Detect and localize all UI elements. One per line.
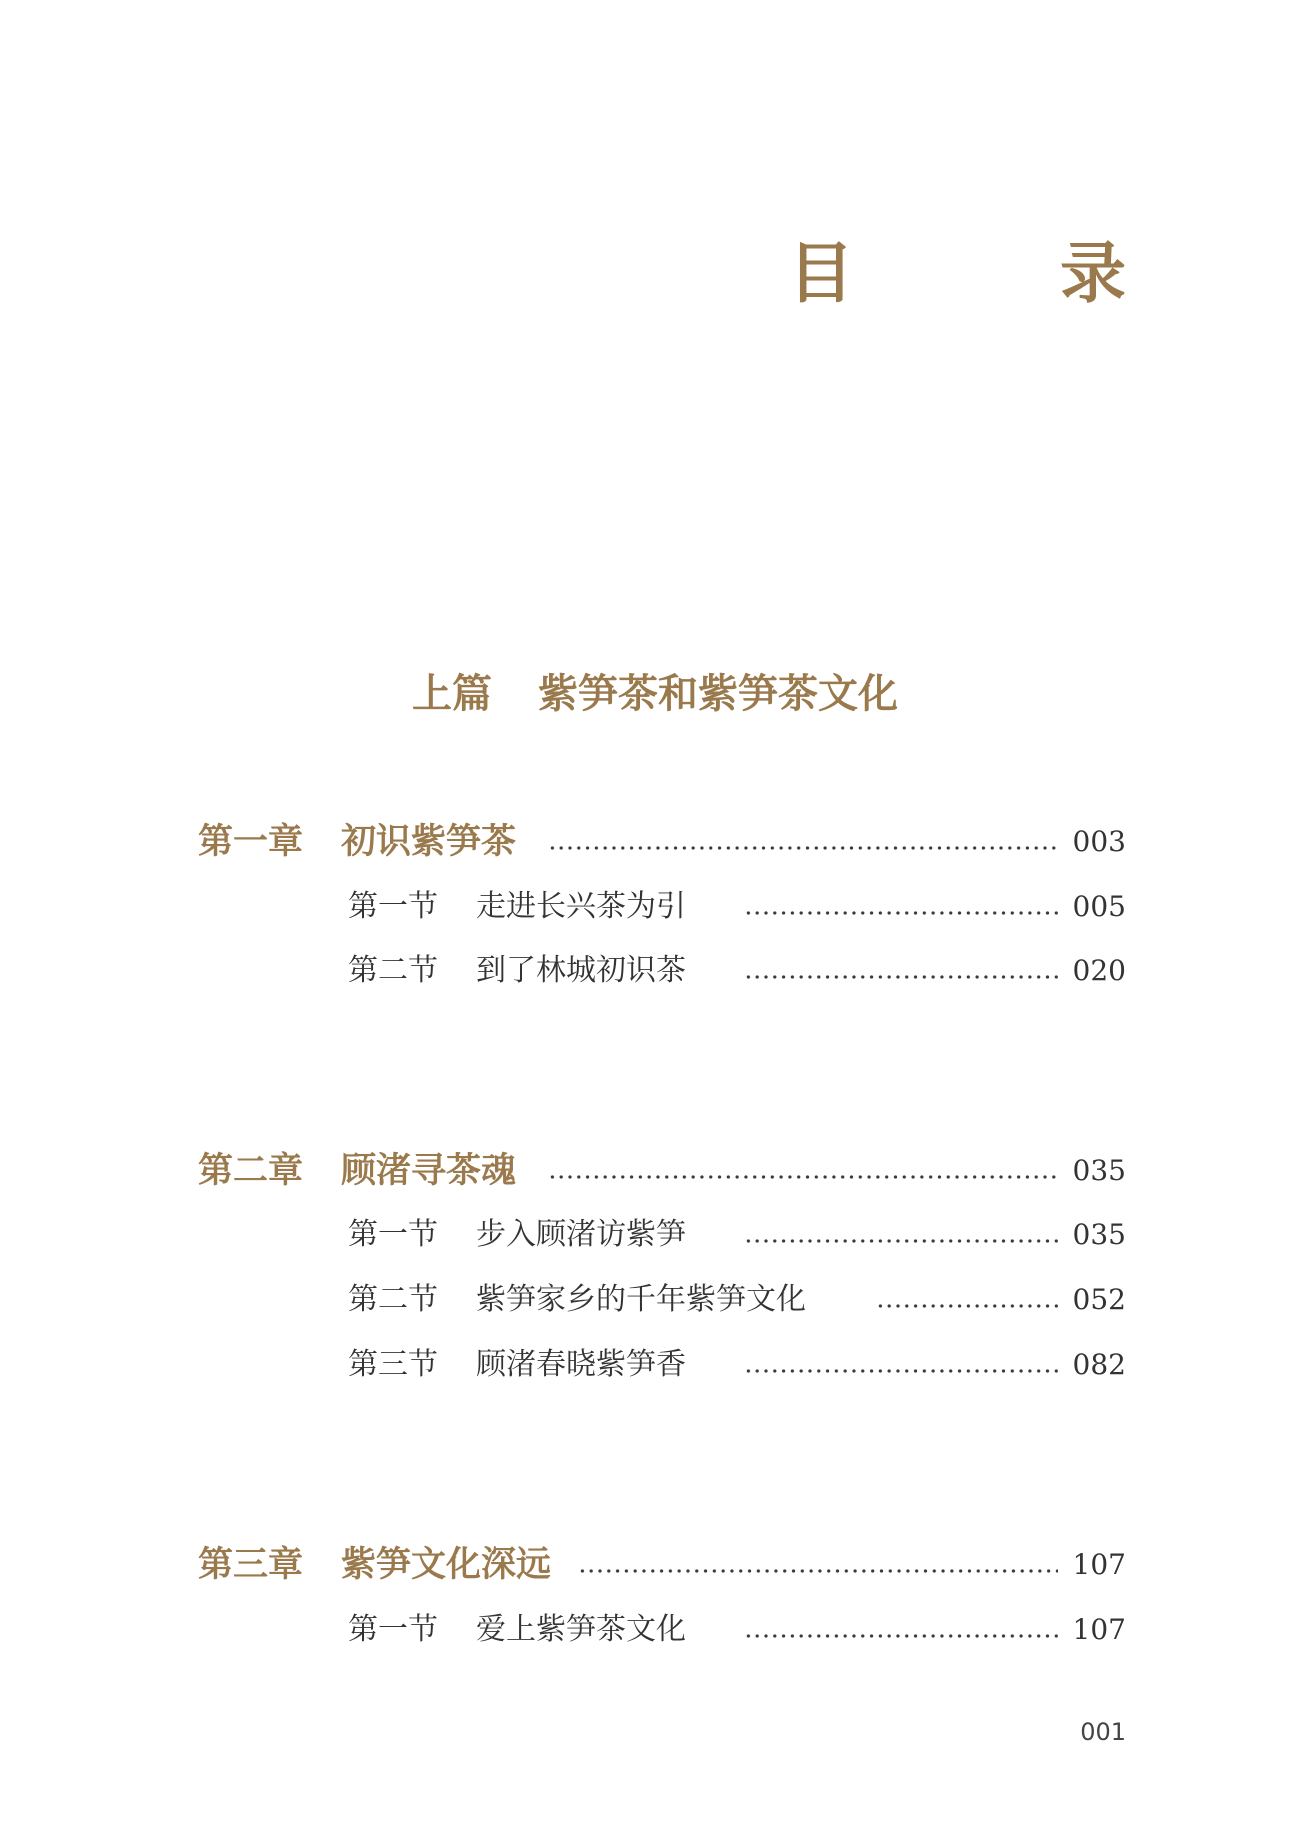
part-label: 上篇 (412, 670, 492, 717)
dot-leader (548, 1146, 1058, 1196)
part-title (0, 670, 1310, 717)
chapter-page: 003 (1072, 825, 1126, 858)
dot-leader (548, 817, 1058, 867)
section-page: 020 (1072, 954, 1126, 987)
section-page: 052 (1072, 1283, 1126, 1316)
chapter-number: 第三章 (198, 1544, 304, 1585)
chapter-page: 035 (1072, 1154, 1126, 1187)
chapter-title: 初识紫笋茶 (341, 821, 517, 862)
section-page: 005 (1072, 890, 1126, 923)
section-label (348, 1275, 806, 1325)
chapter-number: 第一章 (198, 821, 304, 862)
section-title: 紫笋家乡的千年紫笋文化 (476, 1282, 806, 1317)
dot-leader (744, 882, 1058, 932)
section-number: 第二节 (348, 953, 438, 988)
section-title: 步入顾渚访紫笋 (476, 1217, 686, 1252)
dot-leader (744, 1605, 1058, 1655)
section-title: 走进长兴茶为引 (476, 889, 686, 924)
toc-chapter-2[interactable] (0, 1146, 1310, 1196)
toc-section-2-2[interactable] (0, 1275, 1310, 1325)
section-title: 爱上紫笋茶文化 (476, 1612, 686, 1647)
section-label (348, 1605, 686, 1655)
chapter-label (198, 1146, 516, 1196)
toc-section-3-1[interactable] (0, 1605, 1310, 1655)
section-number: 第二节 (348, 1282, 438, 1317)
dot-leader (744, 946, 1058, 996)
chapter-title: 紫笋文化深远 (341, 1544, 552, 1585)
toc-section-1-1[interactable] (0, 882, 1310, 932)
page-title: 目 录 (788, 234, 1196, 312)
toc-section-1-2[interactable] (0, 946, 1310, 996)
dot-leader (744, 1340, 1058, 1390)
section-label (348, 1210, 686, 1260)
section-number: 第一节 (348, 1217, 438, 1252)
section-number: 第一节 (348, 1612, 438, 1647)
section-number: 第一节 (348, 889, 438, 924)
section-page: 082 (1072, 1348, 1126, 1381)
part-name: 紫笋茶和紫笋茶文化 (538, 670, 898, 717)
section-label (348, 882, 686, 932)
chapter-label (198, 817, 516, 867)
chapter-title: 顾渚寻茶魂 (341, 1150, 517, 1191)
dot-leader (578, 1540, 1058, 1590)
toc-chapter-1[interactable] (0, 817, 1310, 867)
toc-chapter-3[interactable] (0, 1540, 1310, 1590)
section-title: 到了林城初识茶 (476, 953, 686, 988)
dot-leader (744, 1210, 1058, 1260)
toc-section-2-3[interactable] (0, 1340, 1310, 1390)
section-page: 107 (1072, 1613, 1126, 1646)
section-number: 第三节 (348, 1347, 438, 1382)
section-title: 顾渚春晓紫笋香 (476, 1347, 686, 1382)
toc-section-2-1[interactable] (0, 1210, 1310, 1260)
dot-leader (876, 1275, 1058, 1325)
chapter-label (198, 1540, 551, 1590)
section-label (348, 1340, 686, 1390)
chapter-number: 第二章 (198, 1150, 304, 1191)
section-page: 035 (1072, 1218, 1126, 1251)
chapter-page: 107 (1072, 1548, 1126, 1581)
footer-page-number: 001 (1080, 1718, 1126, 1746)
section-label (348, 946, 686, 996)
